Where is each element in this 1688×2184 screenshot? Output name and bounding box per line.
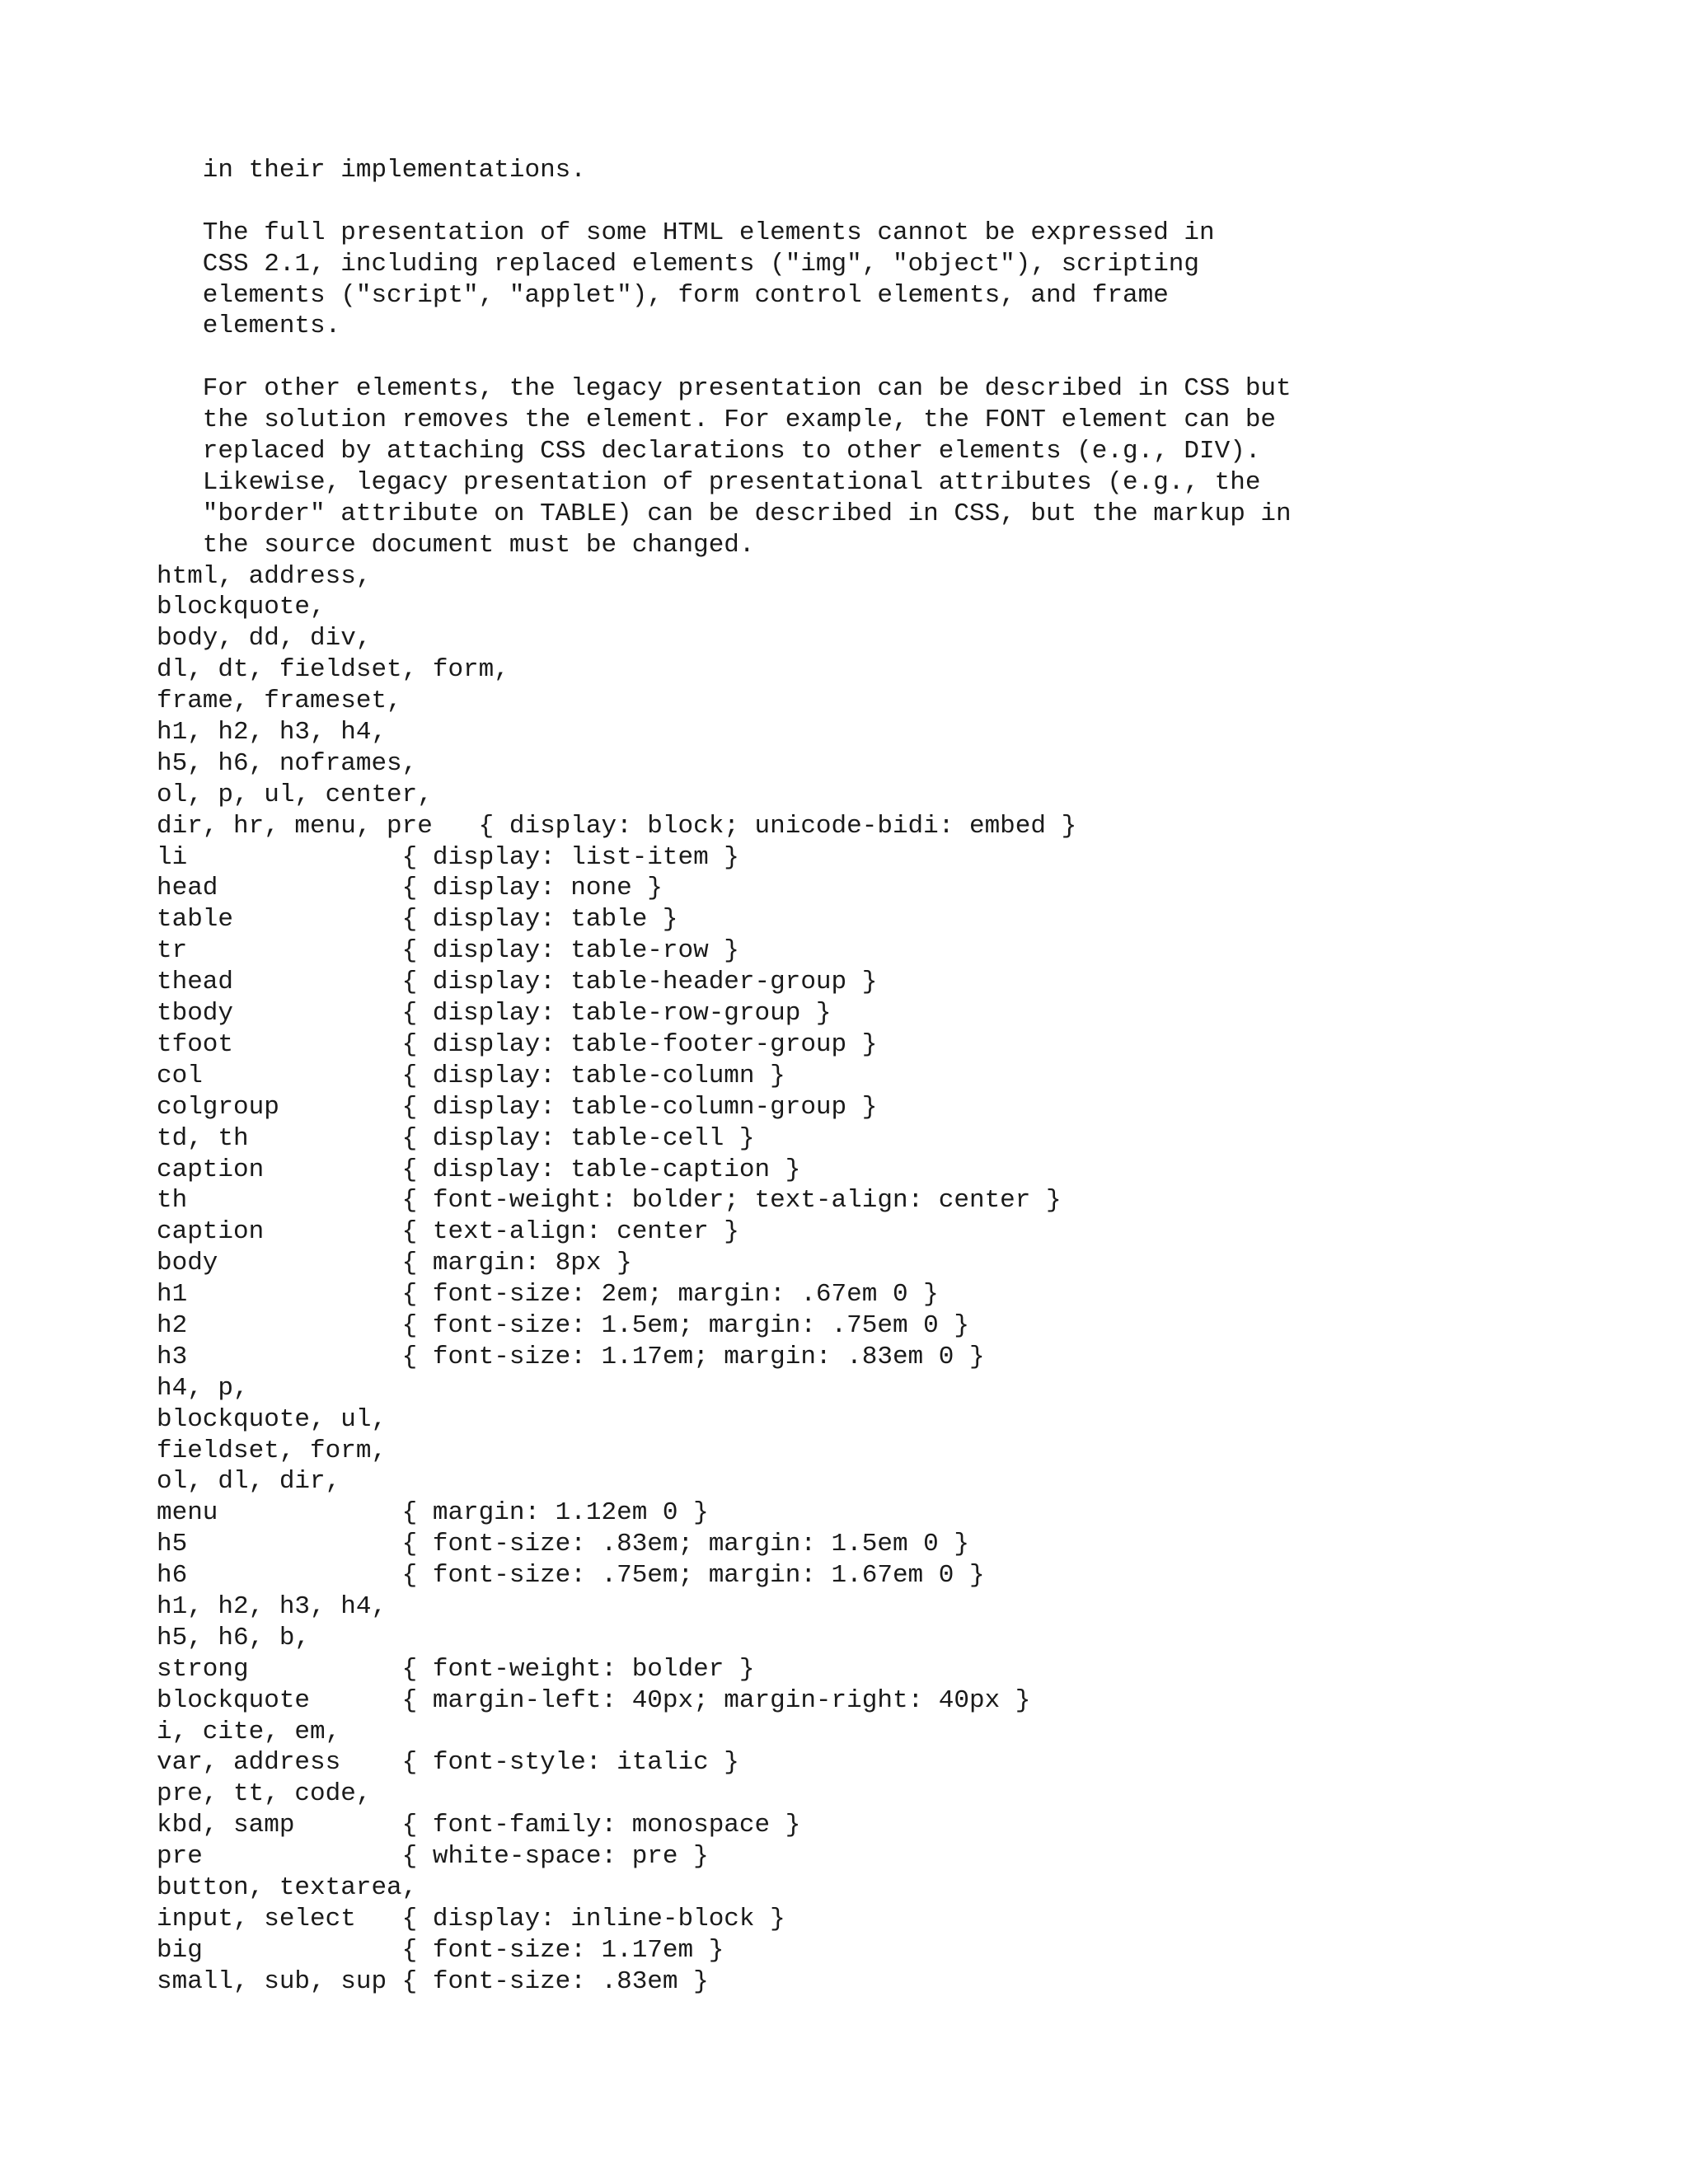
text-line: table { display: table }	[157, 905, 678, 935]
text-line: pre { white-space: pre }	[157, 1842, 709, 1872]
text-line: tfoot { display: table-footer-group }	[157, 1029, 878, 1059]
text-line: li { display: list-item }	[157, 842, 739, 872]
text-line: replaced by attaching CSS declarations to other elements (e.g., DIV).	[157, 437, 1261, 466]
text-line: menu { margin: 1.12em 0 }	[157, 1498, 709, 1528]
text-line: h3 { font-size: 1.17em; margin: .83em 0 }	[157, 1342, 985, 1371]
text-line: strong { font-weight: bolder }	[157, 1654, 755, 1684]
text-line: th { font-weight: bolder; text-align: center }	[157, 1186, 1062, 1216]
text-line: frame, frameset,	[157, 687, 402, 716]
text-line: small, sub, sup { font-size: .83em }	[157, 1966, 709, 1996]
text-line: h6 { font-size: .75em; margin: 1.67em 0 }	[157, 1561, 985, 1591]
text-line: dl, dt, fieldset, form,	[157, 655, 509, 685]
text-line: dir, hr, menu, pre { display: block; unicode-bidi: embed }	[157, 811, 1077, 841]
text-line: pre, tt, code,	[157, 1779, 372, 1809]
text-line: h5, h6, noframes,	[157, 748, 418, 778]
text-line: h1, h2, h3, h4,	[157, 1591, 387, 1621]
text-line: h1 { font-size: 2em; margin: .67em 0 }	[157, 1280, 939, 1310]
text-line: blockquote, ul,	[157, 1404, 387, 1434]
text-line: i, cite, em,	[157, 1717, 341, 1746]
text-line: "border" attribute on TABLE) can be described in CSS, but the markup in	[157, 499, 1292, 528]
text-line: var, address { font-style: italic }	[157, 1748, 739, 1778]
text-line: head { display: none }	[157, 874, 663, 903]
blank-line	[157, 342, 1292, 373]
text-line: elements.	[157, 312, 341, 341]
text-line: blockquote { margin-left: 40px; margin-right: 40px }	[157, 1685, 1031, 1715]
text-line: caption { display: table-caption }	[157, 1155, 801, 1184]
text-line: tr { display: table-row }	[157, 936, 739, 966]
text-line: h5, h6, b,	[157, 1623, 311, 1652]
text-line: caption { text-align: center }	[157, 1217, 739, 1247]
document-text	[157, 155, 1292, 1998]
text-line: col { display: table-column }	[157, 1061, 785, 1090]
text-line: elements ("script", "applet"), form control elements, and frame	[157, 280, 1169, 310]
text-line: td, th { display: table-cell }	[157, 1123, 755, 1153]
text-line: blockquote,	[157, 593, 326, 622]
text-line: html, address,	[157, 561, 372, 591]
text-line: the source document must be changed.	[157, 530, 755, 560]
text-line: fieldset, form,	[157, 1436, 387, 1465]
text-line: the solution removes the element. For example, the FONT element can be	[157, 405, 1277, 435]
text-line: ol, p, ul, center,	[157, 780, 433, 809]
text-line: thead { display: table-header-group }	[157, 968, 878, 997]
text-line: Likewise, legacy presentation of presentational attributes (e.g., the	[157, 467, 1261, 497]
text-line: CSS 2.1, including replaced elements ("img", "object"), scripting	[157, 249, 1200, 279]
blank-line	[157, 186, 1292, 218]
text-line: h4, p,	[157, 1373, 249, 1403]
text-line: h2 { font-size: 1.5em; margin: .75em 0 }	[157, 1310, 969, 1340]
text-line: body { margin: 8px }	[157, 1249, 632, 1278]
text-line: colgroup { display: table-column-group }	[157, 1092, 878, 1122]
text-line: kbd, samp { font-family: monospace }	[157, 1811, 801, 1840]
text-line: in their implementations.	[157, 156, 586, 185]
text-line: big { font-size: 1.17em }	[157, 1935, 724, 1965]
text-line: body, dd, div,	[157, 624, 372, 654]
text-line: h1, h2, h3, h4,	[157, 718, 387, 748]
text-line: ol, dl, dir,	[157, 1467, 341, 1497]
text-line: button, textarea,	[157, 1872, 418, 1902]
text-line: The full presentation of some HTML elements cannot be expressed in	[157, 218, 1215, 247]
text-line: tbody { display: table-row-group }	[157, 999, 832, 1029]
text-line: input, select { display: inline-block }	[157, 1904, 785, 1933]
text-line: h5 { font-size: .83em; margin: 1.5em 0 }	[157, 1530, 969, 1559]
text-line: For other elements, the legacy presentation can be described in CSS but	[157, 374, 1292, 404]
